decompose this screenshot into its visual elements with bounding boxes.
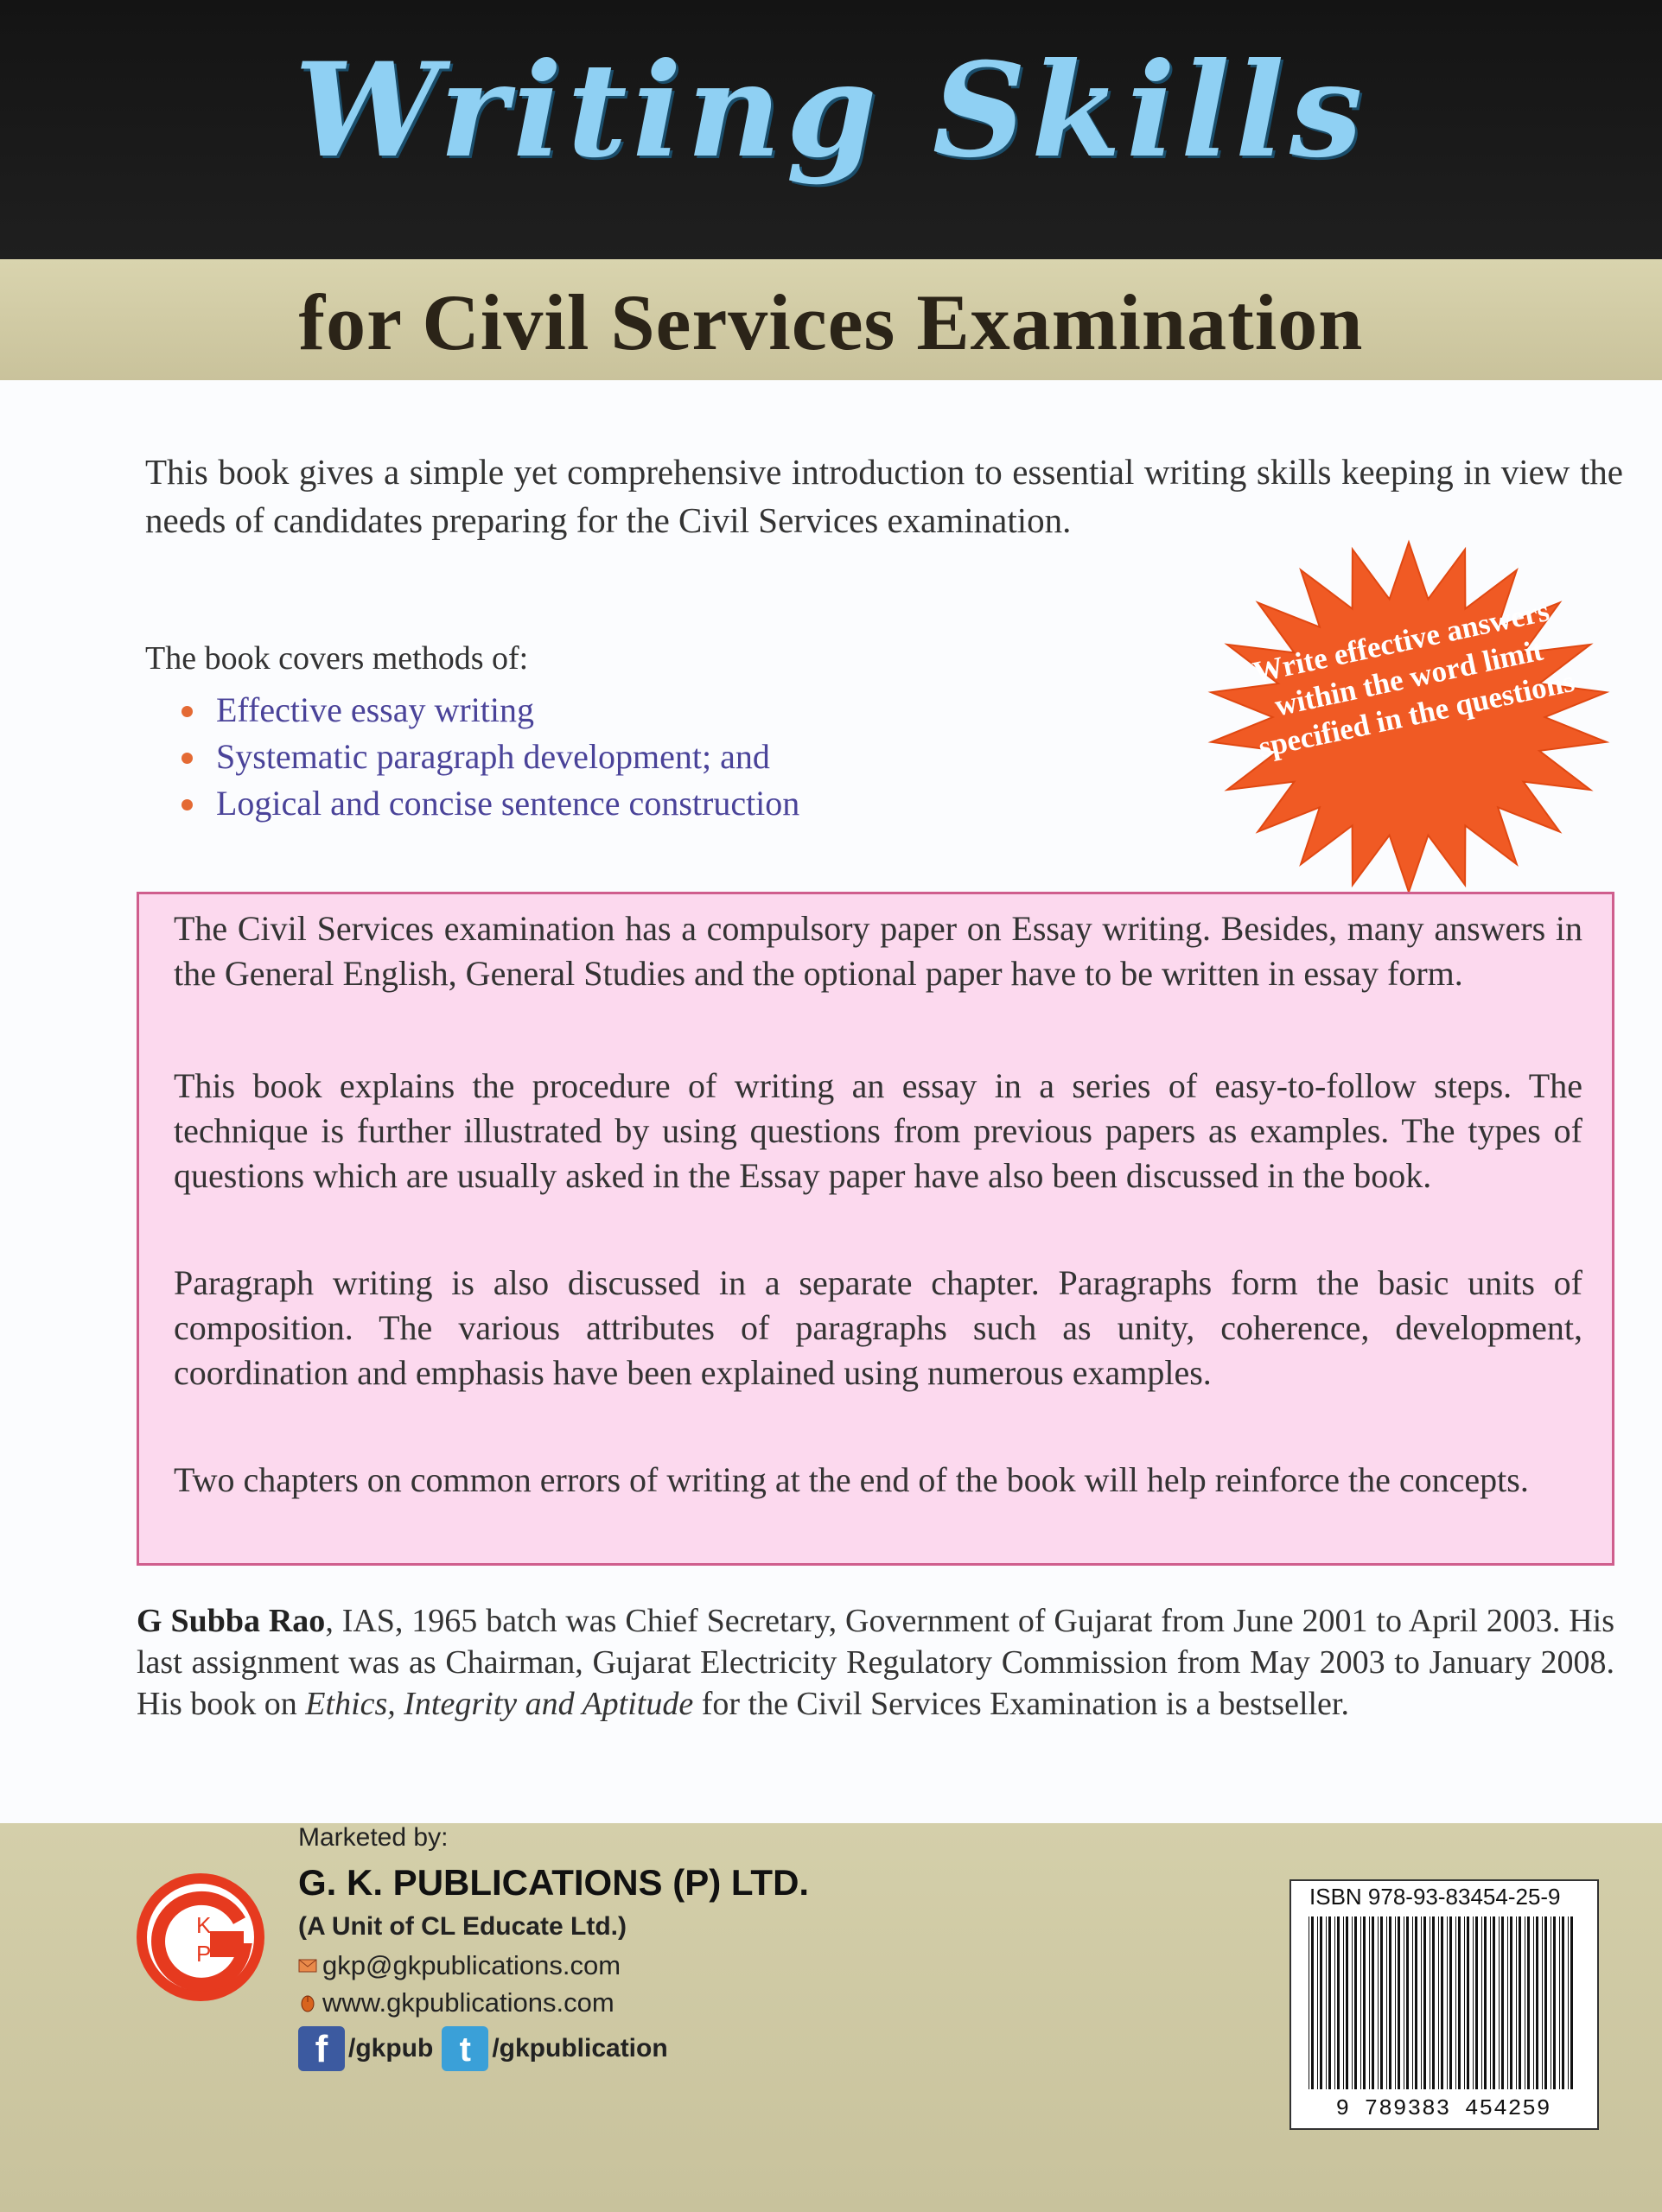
covers-item: Systematic paragraph development; and (145, 734, 799, 780)
publisher-email-row (298, 1950, 621, 1981)
publisher-website[interactable]: www.gkpublications.com (322, 1987, 614, 2018)
author-book-title: Ethics, Integrity and Aptitude (305, 1686, 694, 1722)
barcode-digits: 9 789383 454259 (1335, 2095, 1551, 2121)
author-bio-text-end: for the Civil Services Examination is a bestseller. (693, 1686, 1349, 1722)
publisher-email[interactable]: gkp@gkpublications.com (322, 1950, 621, 1980)
email-icon (298, 1956, 317, 1975)
book-title: Writing Skills (294, 35, 1368, 187)
description-paragraph: Paragraph writing is also discussed in a separate chapter. Paragraphs form the basic units of composition. The various attributes of paragraphs such as unity, coherence, development, coordination and emphasis have been explained using numerous examples. (174, 1263, 1582, 1392)
publisher-unit: (A Unit of CL Educate Ltd.) (298, 1912, 627, 1941)
publisher-name: G. K. PUBLICATIONS (P) LTD. (298, 1862, 810, 1903)
covers-list (145, 687, 799, 827)
book-subtitle: for Civil Services Examination (298, 278, 1364, 366)
description-box (137, 892, 1614, 1566)
publisher-website-row (298, 1987, 614, 2018)
author-bio-text: , IAS, 1965 batch was Chief Secretary, Government of Gujarat from June 2001 to April 2003. His last assignment was as Chairman, Gujarat Electricity Regulatory Commission from May 2003 to January 2008. His book on (137, 1603, 1614, 1722)
author-name: G Subba Rao (137, 1603, 326, 1639)
starburst-text: Write effective answers within the word limit specified in the questions (1250, 594, 1578, 765)
social-links (298, 2026, 668, 2071)
logo-letter-k: K (196, 1912, 212, 1938)
barcode-graphic (1305, 1916, 1582, 2089)
facebook-handle[interactable]: /gkpub (348, 2034, 434, 2063)
intro-text: This book gives a simple yet comprehensive introduction to essential writing skills keeping in view the needs of candidates preparing for the Civil Services examination. (145, 452, 1623, 540)
mouse-icon (298, 1993, 317, 2012)
facebook-icon[interactable]: f (298, 2026, 345, 2071)
covers-label: The book covers methods of: (145, 640, 529, 677)
description-paragraph: Two chapters on common errors of writing at the end of the book will help reinforce the concepts. (174, 1460, 1529, 1499)
isbn-label: ISBN 978-93-83454-25-9 (1309, 1884, 1561, 1910)
description-paragraph: This book explains the procedure of writing an essay in a series of easy-to-follow steps. The technique is further illustrated by using questions from previous papers as examples. The types of questions which are usually asked in the Essay paper have also been discussed in the book. (174, 1066, 1582, 1195)
description-paragraph: The Civil Services examination has a compulsory paper on Essay writing. Besides, many answers in the General English, General Studies and the optional paper have to be written in essay form. (174, 909, 1582, 993)
marketed-by-label: Marketed by: (298, 1823, 449, 1852)
covers-item: Effective essay writing (145, 687, 799, 734)
logo-letter-p: P (196, 1941, 212, 1967)
covers-item: Logical and concise sentence construction (145, 780, 799, 827)
twitter-handle[interactable]: /gkpublication (492, 2034, 668, 2063)
twitter-icon[interactable]: t (442, 2026, 488, 2071)
publisher-logo (134, 1871, 268, 2005)
author-bio (137, 1600, 1614, 1725)
